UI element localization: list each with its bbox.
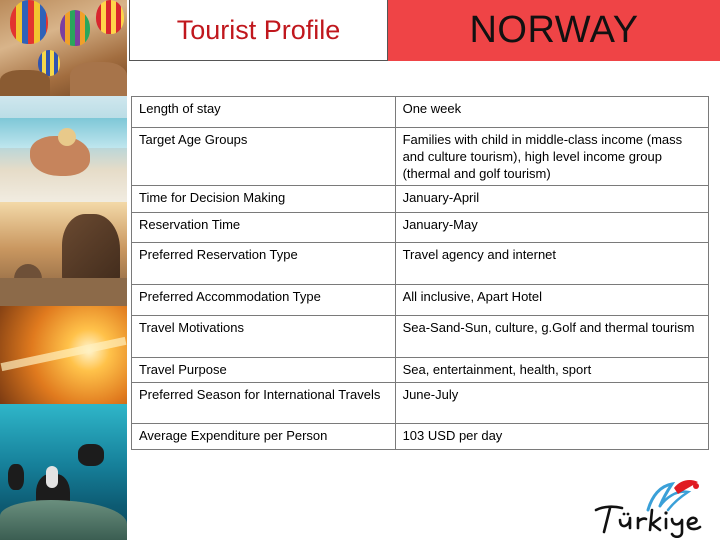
slide-title-box xyxy=(129,0,388,61)
rock-formation xyxy=(0,70,50,96)
row-label: Travel Motivations xyxy=(132,316,396,358)
table-row xyxy=(132,243,709,285)
row-label: Average Expenditure per Person xyxy=(132,424,396,450)
balloon-shape xyxy=(60,10,90,46)
table-row xyxy=(132,186,709,213)
row-label: Preferred Reservation Type xyxy=(132,243,396,285)
diver-shape xyxy=(8,464,24,490)
hot-air-balloons-photo xyxy=(0,0,127,96)
tourist-profile-table xyxy=(131,96,709,450)
row-value: January-May xyxy=(395,213,708,243)
row-value: January-April xyxy=(395,186,708,213)
table-row xyxy=(132,97,709,128)
table-row xyxy=(132,358,709,383)
row-label: Preferred Season for International Travels xyxy=(132,383,396,424)
photo-strip xyxy=(0,0,127,540)
umlaut-dot xyxy=(623,513,626,516)
reef-shape xyxy=(0,500,127,540)
sunset-photo xyxy=(0,306,127,404)
tulip-swirl-icon xyxy=(648,480,699,510)
row-value: All inclusive, Apart Hotel xyxy=(395,285,708,316)
country-name: NORWAY xyxy=(469,9,639,51)
row-value: June-July xyxy=(395,383,708,424)
diver-shape xyxy=(78,444,104,466)
table-row xyxy=(132,316,709,358)
tourist-profile-table-body xyxy=(132,97,709,450)
row-label: Target Age Groups xyxy=(132,128,396,186)
ground-shape xyxy=(0,278,127,306)
divers-photo xyxy=(0,404,127,540)
table-row xyxy=(132,128,709,186)
row-value: 103 USD per day xyxy=(395,424,708,450)
statue-photo xyxy=(0,202,127,306)
row-label: Travel Purpose xyxy=(132,358,396,383)
umlaut-dot xyxy=(627,513,630,516)
table-row xyxy=(132,383,709,424)
table-row xyxy=(132,213,709,243)
country-header xyxy=(388,0,720,61)
table-row xyxy=(132,285,709,316)
sunbather-head-shape xyxy=(58,128,76,146)
row-value: Travel agency and internet xyxy=(395,243,708,285)
turkiye-logo xyxy=(590,476,718,538)
balloon-shape xyxy=(10,0,48,44)
row-value: One week xyxy=(395,97,708,128)
row-label: Length of stay xyxy=(132,97,396,128)
beach-photo xyxy=(0,96,127,202)
row-label: Preferred Accommodation Type xyxy=(132,285,396,316)
slide-title: Tourist Profile xyxy=(176,14,341,45)
sun-ray-shape xyxy=(1,337,127,371)
row-label: Reservation Time xyxy=(132,213,396,243)
rock-formation xyxy=(70,62,127,96)
diver-tank-shape xyxy=(46,466,58,488)
row-value: Families with child in middle-class income (mass and culture tourism), high level income group (thermal and golf tourism) xyxy=(395,128,708,186)
row-value: Sea-Sand-Sun, culture, g.Golf and thermal tourism xyxy=(395,316,708,358)
balloon-shape xyxy=(96,0,124,34)
row-label: Time for Decision Making xyxy=(132,186,396,213)
row-value: Sea, entertainment, health, sport xyxy=(395,358,708,383)
table-row xyxy=(132,424,709,450)
